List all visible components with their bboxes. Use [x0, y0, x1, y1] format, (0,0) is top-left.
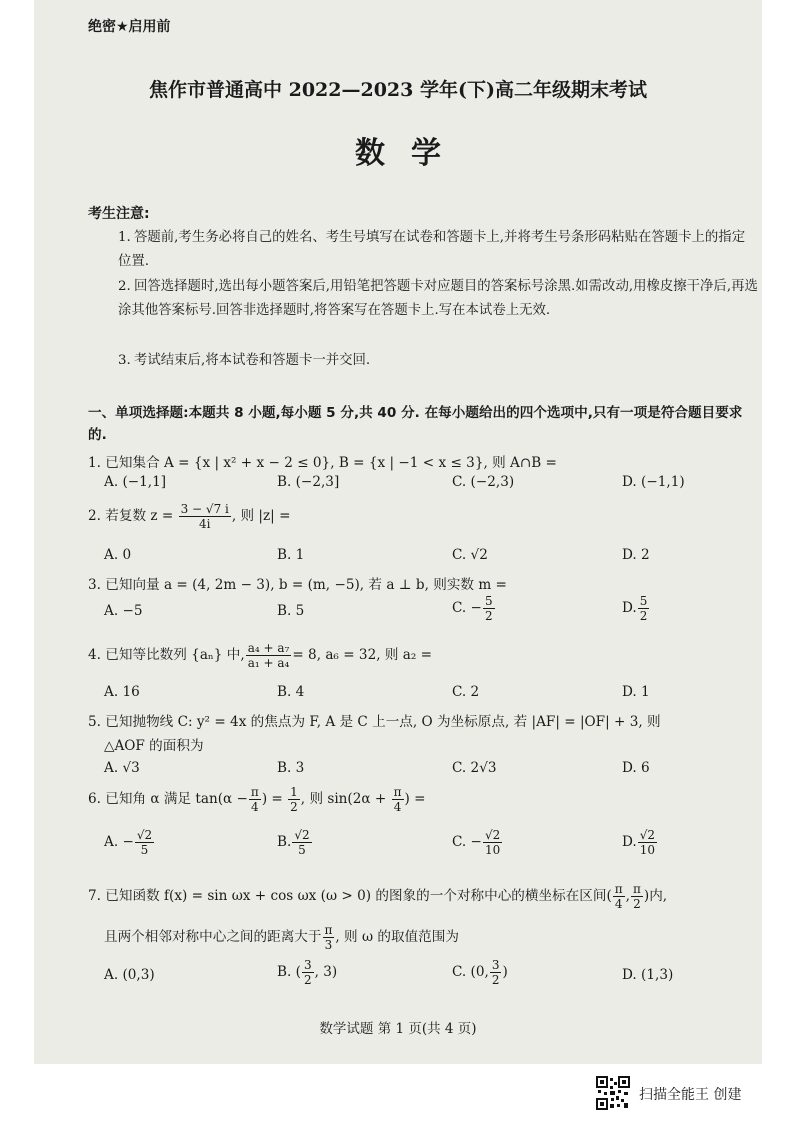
notice-item-1: 1. 答题前,考生务必将自己的姓名、考生号填写在试卷和答题卡上,并将考生号条形码粘贴在答题卡上的指定位置. — [118, 230, 746, 269]
fraction: $\frac{3 - √7 i}{4i}$ — [180, 502, 229, 531]
question-5-option-c: C. 2√3 — [452, 760, 497, 776]
exam-page — [34, 0, 762, 1064]
fraction: $\frac{3}{2}$ — [303, 958, 312, 987]
question-7-stem-line-2: 且两个相邻对称中心之间的距离大于 $\frac{\pi}{3}$ , 则 ω 的取值范围为 — [104, 923, 459, 952]
question-4-option-a: A. 16 — [104, 684, 140, 700]
section-1-title: 一、单项选择题:本题共 8 小题,每小题 5 分,共 40 分. 在每小题给出的四个选项中,只有一项是符合题目要求的. — [88, 405, 743, 443]
question-5-option-b: B. 3 — [277, 760, 305, 776]
question-4-option-b: B. 4 — [277, 684, 305, 700]
question-2-option-a: A. 0 — [104, 547, 132, 563]
question-3-stem: 3. 已知向量 a = (4, 2m − 3), b = (m, −5), 若 a ⊥ b, 则实数 m = — [88, 577, 507, 593]
notice-item-2: 2. 回答选择题时,选出每小题答案后,用铅笔把答题卡对应题目的答案标号涂黑.如需改动,用橡皮擦干净后,再选涂其他答案标号.回答非选择题时,将答案写在答题卡上.写在本试卷上无效. — [118, 279, 758, 318]
question-7-stem-line-1: 7. 已知函数 f(x) = sin ωx + cos ωx (ω > 0) 的图象的一个对称中心的横坐标在区间( $\frac{\pi}{4}$ , $\frac{\pi}{2}$ )内, — [88, 882, 668, 911]
question-3-option-a: A. −5 — [104, 603, 143, 619]
notice-title: 考生注意: — [88, 206, 150, 222]
question-1-stem: 1. 已知集合 A = {x | x² + x − 2 ≤ 0}, B = {x | −1 < x ≤ 3}, 则 A∩B = — [88, 455, 557, 471]
question-6-option-a: A. − $\frac{√2}{5}$ — [104, 828, 153, 857]
secret-mark: 绝密★启用前 — [88, 19, 171, 35]
question-3-option-d: D. $\frac{5}{2}$ — [622, 594, 648, 623]
question-1-option-b: B. (−2,3] — [277, 474, 340, 490]
subject-title: 数学 — [355, 136, 467, 171]
question-5-option-a: A. √3 — [104, 760, 140, 776]
question-3-option-b: B. 5 — [277, 603, 305, 619]
fraction: $\frac{\pi}{3}$ — [324, 923, 333, 952]
fraction: $\frac{1}{2}$ — [290, 785, 298, 814]
scanner-watermark: 扫描全能王 创建 — [639, 1087, 742, 1103]
question-2-option-c: C. √2 — [452, 547, 488, 563]
question-1-option-c: C. (−2,3) — [452, 474, 515, 490]
question-7-option-b: B. ( $\frac{3}{2}$ , 3) — [277, 958, 338, 987]
question-4-option-d: D. 1 — [622, 684, 650, 700]
fraction: $\frac{5}{2}$ — [484, 594, 493, 623]
question-6-stem: 6. 已知角 α 满足 tan(α − $\frac{\pi}{4}$ ) = $\frac{1}{2}$ , 则 sin(2α + $\frac{\pi}{4}$ ) = — [88, 785, 426, 814]
fraction: $\frac{\pi}{4}$ — [393, 785, 402, 814]
question-2-option-b: B. 1 — [277, 547, 305, 563]
question-7-option-a: A. (0,3) — [104, 967, 155, 983]
question-6-option-c: C. − $\frac{√2}{10}$ — [452, 828, 501, 857]
question-5-stem-line-2: △AOF 的面积为 — [104, 738, 204, 754]
question-6-option-d: D. $\frac{√2}{10}$ — [622, 828, 656, 857]
page-footer: 数学试题 第 1 页(共 4 页) — [319, 1021, 477, 1037]
question-6-option-b: B. $\frac{√2}{5}$ — [277, 828, 310, 857]
fraction: $\frac{√2}{5}$ — [294, 828, 310, 857]
question-4-option-c: C. 2 — [452, 684, 480, 700]
question-1-option-a: A. (−1,1] — [104, 474, 167, 490]
fraction: $\frac{\pi}{4}$ — [250, 785, 259, 814]
fraction: $\frac{√2}{10}$ — [484, 828, 501, 857]
fraction: $\frac{5}{2}$ — [639, 594, 648, 623]
fraction: $\frac{√2}{5}$ — [136, 828, 153, 857]
question-4-stem: 4. 已知等比数列 {aₙ} 中, $\frac{\text{a₄ + a₇}}{\text{a₁ + a₄}}$ = 8, a₆ = 32, 则 a₂ = — [88, 641, 433, 670]
question-5-stem-line-1: 5. 已知抛物线 C: y² = 4x 的焦点为 F, A 是 C 上一点, O 为坐标原点, 若 |AF| = |OF| + 3, 则 — [88, 714, 661, 730]
fraction: $\frac{\text{a₄ + a₇}}{\text{a₁ + a₄}}$ — [247, 641, 290, 670]
fraction: $\frac{\pi}{2}$ — [633, 882, 641, 911]
question-2-stem: 2. 若复数 z = $\frac{3 - √7 i}{4i}$ , 则 |z| = — [88, 502, 291, 531]
question-5-option-d: D. 6 — [622, 760, 650, 776]
qr-code-icon — [596, 1076, 630, 1110]
question-7-option-c: C. (0, $\frac{3}{2}$ ) — [452, 958, 508, 987]
fraction: $\frac{3}{2}$ — [491, 958, 500, 987]
question-7-option-d: D. (1,3) — [622, 967, 674, 983]
question-3-option-c: C. − $\frac{5}{2}$ — [452, 594, 493, 623]
question-2-option-d: D. 2 — [622, 547, 650, 563]
notice-item-3: 3. 考试结束后,将本试卷和答题卡一并交回. — [118, 353, 371, 368]
fraction: $\frac{\pi}{4}$ — [614, 882, 623, 911]
question-1-option-d: D. (−1,1) — [622, 474, 685, 490]
fraction: $\frac{√2}{10}$ — [639, 828, 656, 857]
exam-title: 焦作市普通高中 2022—2023 学年(下)高二年级期末考试 — [149, 79, 647, 101]
